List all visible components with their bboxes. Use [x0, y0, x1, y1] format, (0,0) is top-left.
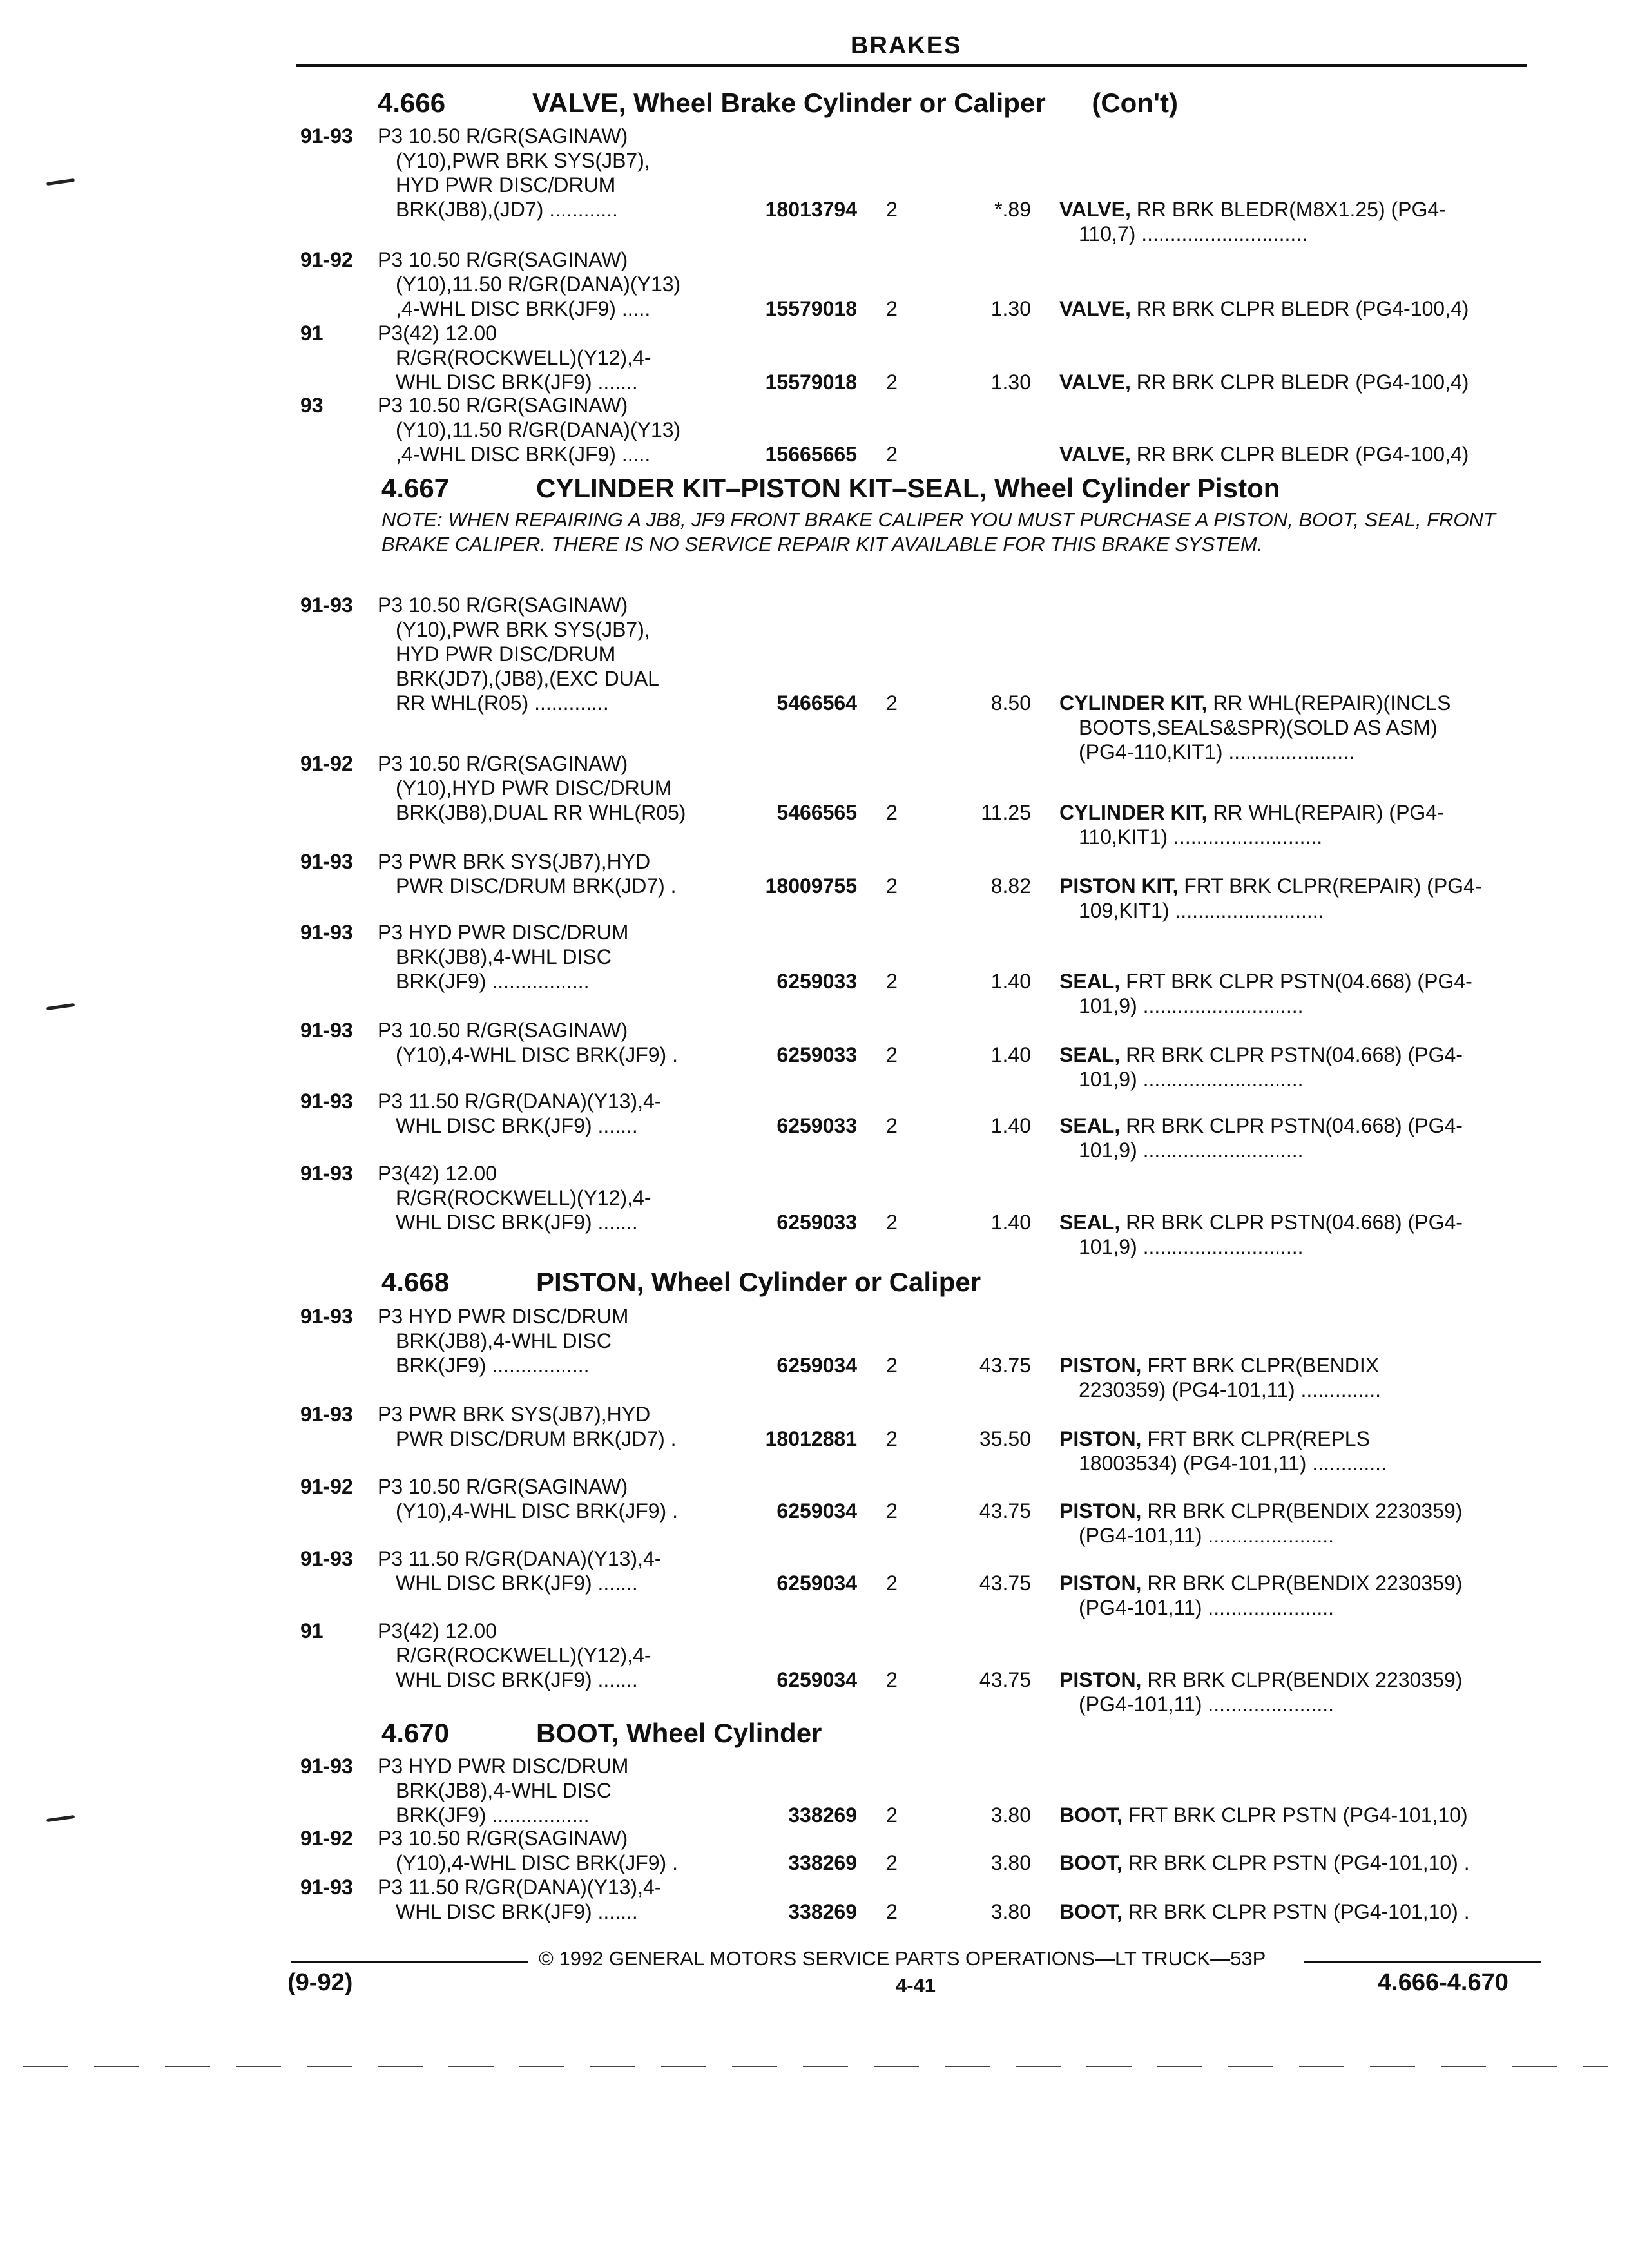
part-name: VALVE,	[1059, 297, 1131, 320]
description-line: (Y10),4-WHL DISC BRK(JF9) .	[396, 1851, 678, 1874]
part-detail: 109,KIT1) ..........................	[1079, 899, 1324, 922]
description-line: (Y10),4-WHL DISC BRK(JF9) .	[396, 1499, 678, 1523]
footer-copyright: © 1992 GENERAL MOTORS SERVICE PARTS OPERATIONS—LT TRUCK—53P	[539, 1947, 1266, 1970]
price: 43.75	[979, 1571, 1031, 1595]
part-number: 18012881	[765, 1427, 857, 1450]
part-name: PISTON,	[1059, 1668, 1142, 1691]
price: 1.40	[990, 1043, 1031, 1066]
part-detail: RR BRK CLPR BLEDR (PG4-100,4)	[1136, 297, 1469, 320]
part-number: 6259034	[776, 1354, 857, 1377]
footer-page-number: 4-41	[896, 1974, 936, 1997]
part-description	[1059, 874, 1530, 923]
quantity: 2	[886, 970, 898, 993]
quantity: 2	[886, 1499, 898, 1523]
part-number: 15579018	[765, 297, 857, 320]
quantity: 2	[886, 1427, 898, 1450]
description-line: WHL DISC BRK(JF9) .......	[396, 1211, 638, 1234]
quantity: 2	[886, 1668, 898, 1691]
description-line: (Y10),11.50 R/GR(DANA)(Y13)	[396, 273, 681, 296]
part-description	[1059, 442, 1530, 466]
part-name: SEAL,	[1059, 1114, 1121, 1137]
section-number: 4.668	[381, 1267, 450, 1297]
part-detail: RR BRK CLPR(BENDIX 2230359)	[1147, 1668, 1463, 1691]
part-detail: 101,9) ............................	[1079, 1139, 1304, 1162]
part-detail: 101,9) ............................	[1079, 1235, 1304, 1258]
quantity: 2	[886, 874, 898, 898]
part-description-line	[1059, 222, 1530, 246]
part-number: 338269	[788, 1803, 857, 1827]
part-description	[1059, 1043, 1530, 1091]
part-number: 6259034	[776, 1668, 857, 1691]
part-description-line	[1059, 1523, 1530, 1548]
description-line: ,4-WHL DISC BRK(JF9) .....	[396, 443, 651, 466]
model-years: 91-93	[300, 1754, 353, 1778]
application-description	[378, 920, 738, 994]
part-number: 15579018	[765, 370, 857, 394]
section-heading-4666	[378, 88, 1178, 119]
application-description	[378, 1826, 738, 1875]
part-description-line	[1059, 1692, 1530, 1716]
part-description	[1059, 1353, 1530, 1402]
part-description-line	[1059, 1427, 1530, 1451]
description-line: P3 10.50 R/GR(SAGINAW)	[378, 1827, 628, 1850]
description-line: P3(42) 12.00	[378, 1162, 497, 1185]
page-header: BRAKES	[851, 32, 962, 59]
part-description-line	[1059, 969, 1530, 994]
margin-mark	[46, 1815, 75, 1822]
section-heading-4670	[381, 1718, 822, 1749]
part-description-line	[1059, 442, 1530, 466]
price: 3.80	[990, 1900, 1031, 1923]
description-line: P3 PWR BRK SYS(JB7),HYD	[378, 1403, 651, 1426]
description-line: BRK(JD7),(JB8),(EXC DUAL	[396, 667, 659, 690]
part-detail: BOOTS,SEALS&SPR)(SOLD AS ASM)	[1079, 716, 1438, 739]
quantity: 2	[886, 691, 898, 715]
model-years: 91-93	[300, 124, 353, 148]
part-detail: RR BRK CLPR(BENDIX 2230359)	[1147, 1499, 1463, 1523]
price: *.89	[994, 198, 1031, 221]
application-description	[378, 1304, 738, 1378]
description-line: P3 PWR BRK SYS(JB7),HYD	[378, 850, 651, 873]
part-description-line	[1059, 1067, 1530, 1091]
price: 11.25	[981, 801, 1031, 824]
part-name: SEAL,	[1059, 1043, 1121, 1066]
section-heading-4668	[381, 1267, 981, 1298]
description-line: P3 10.50 R/GR(SAGINAW)	[378, 752, 628, 775]
description-line: BRK(JF9) .................	[396, 970, 590, 993]
quantity: 2	[886, 1354, 898, 1377]
part-detail: 101,9) ............................	[1079, 994, 1304, 1017]
part-description	[1059, 1667, 1530, 1716]
price: 3.80	[990, 1803, 1031, 1827]
part-name: SEAL,	[1059, 1211, 1121, 1234]
model-years: 93	[300, 394, 323, 417]
section-title: VALVE, Wheel Brake Cylinder or Caliper	[532, 88, 1046, 118]
part-detail: (PG4-101,11) ......................	[1079, 1693, 1334, 1716]
part-description-line	[1059, 197, 1530, 222]
application-description	[378, 247, 738, 321]
quantity: 2	[886, 1211, 898, 1234]
application-description	[378, 1018, 738, 1067]
part-description-line	[1059, 370, 1530, 394]
part-detail: 18003534) (PG4-101,11) .............	[1079, 1452, 1387, 1475]
part-description-line	[1059, 1899, 1530, 1924]
description-line: BRK(JB8),(JD7) ............	[396, 198, 618, 221]
price: 8.82	[990, 874, 1031, 898]
part-detail: RR BRK CLPR PSTN(04.668) (PG4-	[1126, 1114, 1463, 1137]
application-description	[378, 1754, 738, 1827]
model-years: 91-92	[300, 1475, 353, 1498]
footer-rule-right	[1304, 1961, 1541, 1963]
part-number: 338269	[788, 1851, 857, 1874]
quantity: 2	[886, 1803, 898, 1827]
section-title: CYLINDER KIT–PISTON KIT–SEAL, Wheel Cylinder Piston	[536, 473, 1280, 503]
model-years: 91-93	[300, 1547, 353, 1570]
part-description-line	[1059, 1595, 1530, 1620]
part-description	[1059, 1427, 1530, 1475]
part-name: VALVE,	[1059, 198, 1131, 221]
part-description-line	[1059, 1667, 1530, 1692]
part-detail: RR BRK CLPR PSTN(04.668) (PG4-	[1126, 1043, 1463, 1066]
description-line: PWR DISC/DRUM BRK(JD7) .	[396, 874, 677, 898]
model-years: 91-93	[300, 1403, 353, 1426]
part-description	[1059, 197, 1530, 246]
part-name: VALVE,	[1059, 370, 1131, 394]
description-line: WHL DISC BRK(JF9) .......	[396, 1668, 638, 1691]
model-years: 91-93	[300, 1876, 353, 1899]
description-line: P3 10.50 R/GR(SAGINAW)	[378, 1019, 628, 1042]
header-rule	[296, 64, 1527, 67]
part-description-line	[1059, 1353, 1530, 1378]
description-line: PWR DISC/DRUM BRK(JD7) .	[396, 1427, 677, 1450]
model-years: 91-93	[300, 593, 353, 617]
part-detail: RR WHL(REPAIR)(INCLS	[1213, 691, 1451, 715]
description-line: R/GR(ROCKWELL)(Y12),4-	[396, 1186, 651, 1209]
description-line: (Y10),4-WHL DISC BRK(JF9) .	[396, 1043, 678, 1066]
description-line: P3 10.50 R/GR(SAGINAW)	[378, 394, 628, 417]
section-number: 4.666	[378, 88, 446, 118]
part-description	[1059, 1571, 1530, 1620]
price: 3.80	[990, 1851, 1031, 1874]
description-line: P3 11.50 R/GR(DANA)(Y13),4-	[378, 1547, 662, 1570]
margin-mark	[46, 178, 75, 186]
section-number: 4.670	[381, 1718, 450, 1748]
part-detail: 110,7) .............................	[1079, 222, 1308, 245]
quantity: 2	[886, 1043, 898, 1066]
part-name: BOOT,	[1059, 1900, 1123, 1923]
description-line: P3 11.50 R/GR(DANA)(Y13),4-	[378, 1090, 662, 1113]
price: 35.50	[979, 1427, 1031, 1450]
part-description	[1059, 1850, 1530, 1875]
description-line: P3 10.50 R/GR(SAGINAW)	[378, 124, 628, 148]
part-detail: (PG4-110,KIT1) ......................	[1079, 740, 1354, 764]
part-detail: FRT BRK CLPR(BENDIX	[1147, 1354, 1380, 1377]
part-number: 5466564	[776, 691, 857, 715]
description-line: BRK(JB8),4-WHL DISC	[396, 1329, 612, 1352]
part-description	[1059, 800, 1530, 849]
description-line: WHL DISC BRK(JF9) .......	[396, 1114, 638, 1137]
quantity: 2	[886, 801, 898, 824]
description-line: BRK(JB8),4-WHL DISC	[396, 945, 612, 968]
description-line: BRK(JB8),4-WHL DISC	[396, 1779, 612, 1802]
model-years: 91	[300, 322, 323, 345]
section-note: NOTE: WHEN REPAIRING A JB8, JF9 FRONT BRAKE CALIPER YOU MUST PURCHASE A PISTON, BOOT, SEAL, FRONT BRAKE CALIPER. THERE IS NO SERVICE REPAIR KIT AVAILABLE FOR THIS BRAKE SYSTEM.	[381, 508, 1496, 555]
application-description	[378, 1089, 738, 1138]
part-description-line	[1059, 296, 1530, 321]
description-line: HYD PWR DISC/DRUM	[396, 173, 616, 197]
model-years: 91-93	[300, 1019, 353, 1042]
part-description	[1059, 969, 1530, 1018]
model-years: 91-93	[300, 1090, 353, 1113]
part-description-line	[1059, 1499, 1530, 1523]
footer-rule-left	[291, 1961, 528, 1963]
description-line: RR WHL(R05) .............	[396, 691, 609, 715]
description-line: WHL DISC BRK(JF9) .......	[396, 1571, 638, 1595]
description-line: BRK(JF9) .................	[396, 1354, 590, 1377]
part-description-line	[1059, 994, 1530, 1018]
price: 43.75	[979, 1499, 1031, 1523]
part-number: 6259034	[776, 1499, 857, 1523]
footer-date: (9-92)	[287, 1969, 353, 1996]
quantity: 2	[886, 1900, 898, 1923]
model-years: 91-93	[300, 1162, 353, 1185]
quantity: 2	[886, 1114, 898, 1137]
description-line: P3 10.50 R/GR(SAGINAW)	[378, 593, 628, 617]
part-name: PISTON,	[1059, 1571, 1142, 1595]
part-name: PISTON,	[1059, 1499, 1142, 1523]
section-number: 4.667	[381, 473, 450, 503]
part-detail: FRT BRK CLPR PSTN(04.668) (PG4-	[1126, 970, 1472, 993]
part-detail: 2230359) (PG4-101,11) ..............	[1079, 1378, 1381, 1401]
model-years: 91-92	[300, 1827, 353, 1850]
application-description	[378, 124, 738, 222]
part-description-line	[1059, 1138, 1530, 1162]
part-description-line	[1059, 874, 1530, 898]
part-name: CYLINDER KIT,	[1059, 801, 1208, 824]
part-description	[1059, 296, 1530, 321]
description-line: P3 HYD PWR DISC/DRUM	[378, 921, 629, 944]
part-name: PISTON,	[1059, 1427, 1142, 1450]
description-line: (Y10),HYD PWR DISC/DRUM	[396, 776, 672, 800]
part-number: 5466565	[776, 801, 857, 824]
model-years: 91-92	[300, 248, 353, 271]
part-number: 6259033	[776, 1043, 857, 1066]
quantity: 2	[886, 198, 898, 221]
description-line: (Y10),PWR BRK SYS(JB7),	[396, 618, 650, 641]
part-description	[1059, 370, 1530, 394]
part-number: 15665665	[765, 443, 857, 466]
application-description	[378, 593, 738, 715]
part-description-line	[1059, 1113, 1530, 1138]
section-title: PISTON, Wheel Cylinder or Caliper	[536, 1267, 981, 1297]
part-name: SEAL,	[1059, 970, 1121, 993]
part-name: VALVE,	[1059, 443, 1131, 466]
price: 8.50	[990, 691, 1031, 715]
part-detail: (PG4-101,11) ......................	[1079, 1596, 1334, 1619]
application-description	[378, 1402, 738, 1451]
description-line: WHL DISC BRK(JF9) .......	[396, 1900, 638, 1923]
part-detail: RR BRK CLPR BLEDR (PG4-100,4)	[1136, 370, 1469, 394]
part-detail: RR BRK CLPR PSTN (PG4-101,10) .	[1128, 1900, 1470, 1923]
application-description	[378, 321, 738, 394]
description-line: HYD PWR DISC/DRUM	[396, 642, 616, 666]
description-line: P3 11.50 R/GR(DANA)(Y13),4-	[378, 1876, 662, 1899]
price: 43.75	[979, 1668, 1031, 1691]
part-description-line	[1059, 825, 1530, 849]
model-years: 91	[300, 1619, 323, 1642]
application-description	[378, 393, 738, 466]
part-name: PISTON KIT,	[1059, 874, 1179, 898]
application-description	[378, 1474, 738, 1523]
quantity: 2	[886, 297, 898, 320]
part-name: BOOT,	[1059, 1803, 1123, 1827]
description-line: BRK(JB8),DUAL RR WHL(R05)	[396, 801, 686, 824]
description-line: WHL DISC BRK(JF9) .......	[396, 370, 638, 394]
description-line: BRK(JF9) .................	[396, 1803, 590, 1827]
part-description-line	[1059, 1803, 1530, 1827]
description-line: R/GR(ROCKWELL)(Y12),4-	[396, 346, 651, 369]
description-line: ,4-WHL DISC BRK(JF9) .....	[396, 297, 651, 320]
model-years: 91-93	[300, 850, 353, 873]
description-line: (Y10),PWR BRK SYS(JB7),	[396, 149, 650, 172]
part-description	[1059, 1499, 1530, 1548]
quantity: 2	[886, 370, 898, 394]
part-number: 6259033	[776, 970, 857, 993]
part-name: CYLINDER KIT,	[1059, 691, 1208, 715]
part-detail: FRT BRK CLPR(REPLS	[1147, 1427, 1370, 1450]
application-description	[378, 751, 738, 825]
part-number: 338269	[788, 1900, 857, 1923]
part-name: BOOT,	[1059, 1851, 1123, 1874]
part-description	[1059, 1803, 1530, 1827]
price: 1.30	[990, 297, 1031, 320]
part-description-line	[1059, 1850, 1530, 1875]
footer-section-range: 4.666-4.670	[1378, 1969, 1509, 1996]
price: 1.30	[990, 370, 1031, 394]
part-number: 6259033	[776, 1211, 857, 1234]
part-description	[1059, 1113, 1530, 1162]
part-detail: RR BRK CLPR PSTN(04.668) (PG4-	[1126, 1211, 1463, 1234]
part-detail: FRT BRK CLPR(REPAIR) (PG4-	[1184, 874, 1482, 898]
part-description-line	[1059, 691, 1530, 715]
part-number: 6259034	[776, 1571, 857, 1595]
part-description	[1059, 1210, 1530, 1259]
description-line: P3 10.50 R/GR(SAGINAW)	[378, 248, 628, 271]
description-line: R/GR(ROCKWELL)(Y12),4-	[396, 1644, 651, 1667]
quantity: 2	[886, 443, 898, 466]
price: 43.75	[979, 1354, 1031, 1377]
part-description-line	[1059, 1378, 1530, 1402]
part-description-line	[1059, 740, 1530, 764]
scan-edge-line	[23, 2066, 1608, 2067]
description-line: P3(42) 12.00	[378, 1619, 497, 1642]
part-detail: (PG4-101,11) ......................	[1079, 1524, 1334, 1547]
part-detail: RR BRK CLPR(BENDIX 2230359)	[1147, 1571, 1463, 1595]
quantity: 2	[886, 1571, 898, 1595]
application-description	[378, 1619, 738, 1692]
price: 1.40	[990, 1114, 1031, 1137]
part-number: 18009755	[765, 874, 857, 898]
margin-mark	[46, 1003, 75, 1010]
part-detail: 101,9) ............................	[1079, 1068, 1304, 1091]
description-line: P3 HYD PWR DISC/DRUM	[378, 1754, 629, 1778]
application-description	[378, 1161, 738, 1235]
part-detail: RR BRK CLPR BLEDR (PG4-100,4)	[1136, 443, 1469, 466]
part-name: PISTON,	[1059, 1354, 1142, 1377]
application-description	[378, 849, 738, 898]
section-continued: (Con't)	[1092, 88, 1178, 118]
part-detail: FRT BRK CLPR PSTN (PG4-101,10)	[1128, 1803, 1468, 1827]
part-detail: RR WHL(REPAIR) (PG4-	[1213, 801, 1444, 824]
part-number: 18013794	[765, 198, 857, 221]
part-description-line	[1059, 800, 1530, 825]
part-description-line	[1059, 1043, 1530, 1067]
part-number: 6259033	[776, 1114, 857, 1137]
description-line: P3 HYD PWR DISC/DRUM	[378, 1305, 629, 1328]
part-description-line	[1059, 1210, 1530, 1235]
description-line: (Y10),11.50 R/GR(DANA)(Y13)	[396, 418, 681, 441]
application-description	[378, 1546, 738, 1595]
description-line: P3(42) 12.00	[378, 322, 497, 345]
part-detail: RR BRK BLEDR(M8X1.25) (PG4-	[1136, 198, 1446, 221]
part-description	[1059, 1899, 1530, 1924]
description-line: P3 10.50 R/GR(SAGINAW)	[378, 1475, 628, 1498]
part-description-line	[1059, 898, 1530, 923]
model-years: 91-93	[300, 1305, 353, 1328]
part-description-line	[1059, 1451, 1530, 1475]
quantity: 2	[886, 1851, 898, 1874]
part-description	[1059, 691, 1530, 764]
part-detail: 110,KIT1) ..........................	[1079, 825, 1323, 849]
application-description	[378, 1875, 738, 1924]
price: 1.40	[990, 1211, 1031, 1234]
section-title: BOOT, Wheel Cylinder	[536, 1718, 822, 1748]
part-description-line	[1059, 715, 1530, 740]
price: 1.40	[990, 970, 1031, 993]
model-years: 91-92	[300, 752, 353, 775]
part-description-line	[1059, 1571, 1530, 1595]
part-detail: RR BRK CLPR PSTN (PG4-101,10) .	[1128, 1851, 1470, 1874]
part-description-line	[1059, 1235, 1530, 1259]
model-years: 91-93	[300, 921, 353, 944]
section-heading-4667	[381, 473, 1280, 504]
